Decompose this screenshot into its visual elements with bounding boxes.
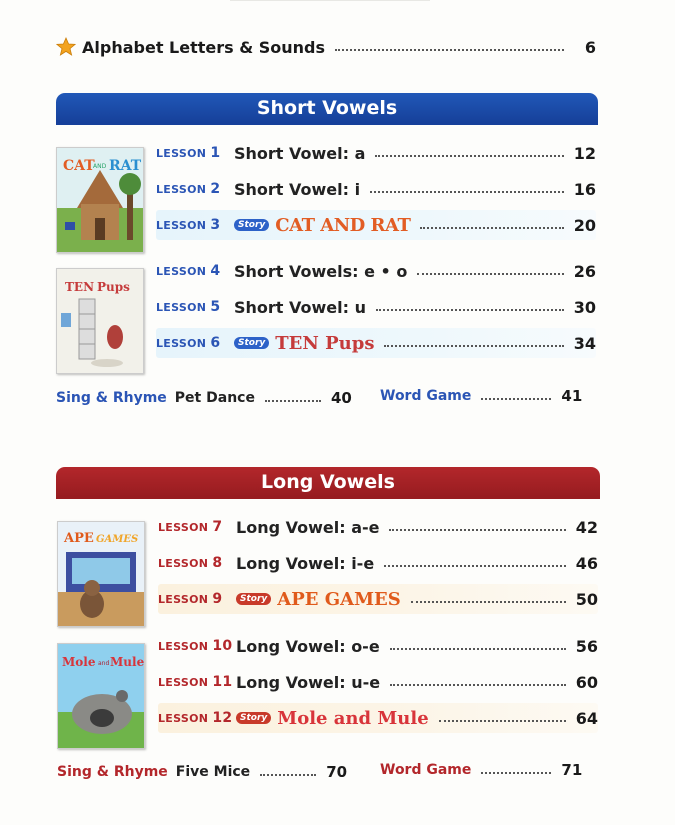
lesson-title: Short Vowel: u: [234, 297, 366, 317]
toc-entry-sing-and-rhyme[interactable]: [57, 759, 347, 785]
story-badge: Story: [234, 337, 269, 349]
unit-banner-long-vowels: Long Vowels: [56, 467, 600, 497]
lesson-label: LESSON 7: [158, 519, 223, 535]
leader-dots: [375, 155, 563, 157]
toc-entry-lesson-6[interactable]: [156, 328, 596, 358]
page-number: 41: [561, 387, 583, 405]
leader-dots: [265, 400, 321, 402]
leader-dots: [389, 529, 565, 531]
lesson-title: Long Vowel: i-e: [236, 553, 375, 573]
page-number: 12: [573, 143, 596, 163]
toc-entry-lesson-5[interactable]: [156, 292, 596, 322]
story-title: CAT AND RAT: [275, 214, 411, 236]
leader-dots: [481, 772, 551, 774]
cover-illustration: [57, 269, 143, 373]
page-number: 34: [573, 333, 596, 353]
cover-illustration: [57, 148, 143, 252]
page-number: 60: [575, 672, 598, 692]
story-badge: Story: [234, 219, 269, 231]
svg-text:GAMES: GAMES: [96, 534, 139, 545]
leader-dots: [384, 565, 566, 567]
cover-illustration: [58, 522, 144, 626]
page-number: 20: [573, 215, 596, 235]
lesson-label: LESSON 12: [158, 710, 233, 726]
banner-rule: [56, 123, 598, 125]
svg-text:RAT: RAT: [109, 158, 142, 174]
page-number: 42: [575, 517, 598, 537]
lesson-title: Long Vowel: u-e: [236, 672, 381, 692]
lesson-label: LESSON 11: [158, 674, 233, 690]
page-number: 6: [584, 37, 596, 57]
page-number: 46: [575, 553, 598, 573]
svg-text:CAT: CAT: [63, 158, 95, 174]
star-icon: [56, 37, 76, 57]
toc-entry-word-game[interactable]: [380, 757, 582, 783]
lesson-label: LESSON 5: [156, 299, 221, 315]
extra-title: Pet Dance: [174, 390, 255, 406]
page-number: 56: [575, 636, 598, 656]
toc-entry-lesson-11[interactable]: [158, 667, 598, 697]
story-badge: Story: [236, 593, 271, 605]
leader-dots: [411, 601, 566, 603]
leader-dots: [260, 774, 316, 776]
extra-label: Word Game: [380, 388, 472, 404]
story-title: Mole and Mule: [277, 707, 429, 729]
svg-text:and: and: [98, 660, 110, 667]
story-title: APE GAMES: [277, 588, 401, 610]
toc-entry-lesson-10[interactable]: [158, 631, 598, 661]
cover-ten-pups[interactable]: [56, 268, 144, 374]
svg-text:APE: APE: [64, 531, 94, 546]
lesson-label: LESSON 8: [158, 555, 223, 571]
lesson-title: Short Vowel: i: [234, 179, 361, 199]
page-number: 40: [330, 389, 352, 407]
toc-entry-lesson-3[interactable]: [156, 210, 596, 240]
lesson-title: Short Vowels: e • o: [234, 261, 408, 281]
toc-entry-word-game[interactable]: [380, 383, 582, 409]
svg-text:AND: AND: [93, 163, 107, 170]
lesson-label: LESSON 1: [156, 145, 221, 161]
lesson-label: LESSON 4: [156, 263, 221, 279]
lesson-label: LESSON 9: [158, 591, 223, 607]
toc-entry-alphabet[interactable]: [56, 34, 596, 60]
svg-text:Mole: Mole: [62, 655, 96, 669]
toc-entry-lesson-4[interactable]: [156, 256, 596, 286]
extra-label: Sing & Rhyme: [57, 764, 168, 780]
unit-banner-short-vowels: Short Vowels: [56, 93, 598, 123]
leader-dots: [335, 49, 564, 51]
lesson-title: Long Vowel: o-e: [236, 636, 380, 656]
page-top-edge: [230, 0, 430, 5]
page-number: 71: [561, 761, 583, 779]
leader-dots: [370, 191, 564, 193]
cover-cat-and-rat[interactable]: [56, 147, 144, 253]
leader-dots: [481, 398, 551, 400]
leader-dots: [376, 309, 564, 311]
story-title: TEN Pups: [275, 332, 375, 354]
cover-ape-games[interactable]: [57, 521, 145, 627]
story-badge: Story: [236, 712, 271, 724]
extra-title: Five Mice: [175, 764, 251, 780]
cover-mole-and-mule[interactable]: [57, 643, 145, 749]
page-number: 26: [573, 261, 596, 281]
banner-rule: [56, 497, 600, 499]
toc-entry-lesson-8[interactable]: [158, 548, 598, 578]
svg-text:Mule: Mule: [110, 655, 144, 669]
svg-text:TEN: TEN: [65, 280, 95, 294]
page-number: 64: [575, 708, 598, 728]
toc-entry-lesson-7[interactable]: [158, 512, 598, 542]
cover-illustration: [58, 644, 144, 748]
page-number: 16: [573, 179, 596, 199]
lesson-label: LESSON 3: [156, 217, 221, 233]
lesson-label: LESSON 6: [156, 335, 221, 351]
toc-entry-lesson-1[interactable]: [156, 138, 596, 168]
leader-dots: [417, 273, 563, 275]
page-number: 70: [326, 763, 348, 781]
lesson-label: LESSON 2: [156, 181, 221, 197]
leader-dots: [420, 227, 563, 229]
leader-dots: [384, 345, 563, 347]
page-number: 30: [573, 297, 596, 317]
leader-dots: [390, 684, 566, 686]
toc-entry-lesson-12[interactable]: [158, 703, 598, 733]
svg-text:Pups: Pups: [97, 280, 130, 294]
lesson-title: Short Vowel: a: [234, 143, 366, 163]
page-number: 50: [575, 589, 598, 609]
toc-entry-title: Alphabet Letters & Sounds: [82, 37, 326, 57]
lesson-label: LESSON 10: [158, 638, 233, 654]
leader-dots: [439, 720, 566, 722]
lesson-title: Long Vowel: a-e: [236, 517, 380, 537]
extra-label: Word Game: [380, 762, 472, 778]
leader-dots: [390, 648, 566, 650]
extra-label: Sing & Rhyme: [56, 390, 167, 406]
toc-entry-lesson-9[interactable]: [158, 584, 598, 614]
toc-entry-lesson-2[interactable]: [156, 174, 596, 204]
toc-entry-sing-and-rhyme[interactable]: [56, 385, 352, 411]
